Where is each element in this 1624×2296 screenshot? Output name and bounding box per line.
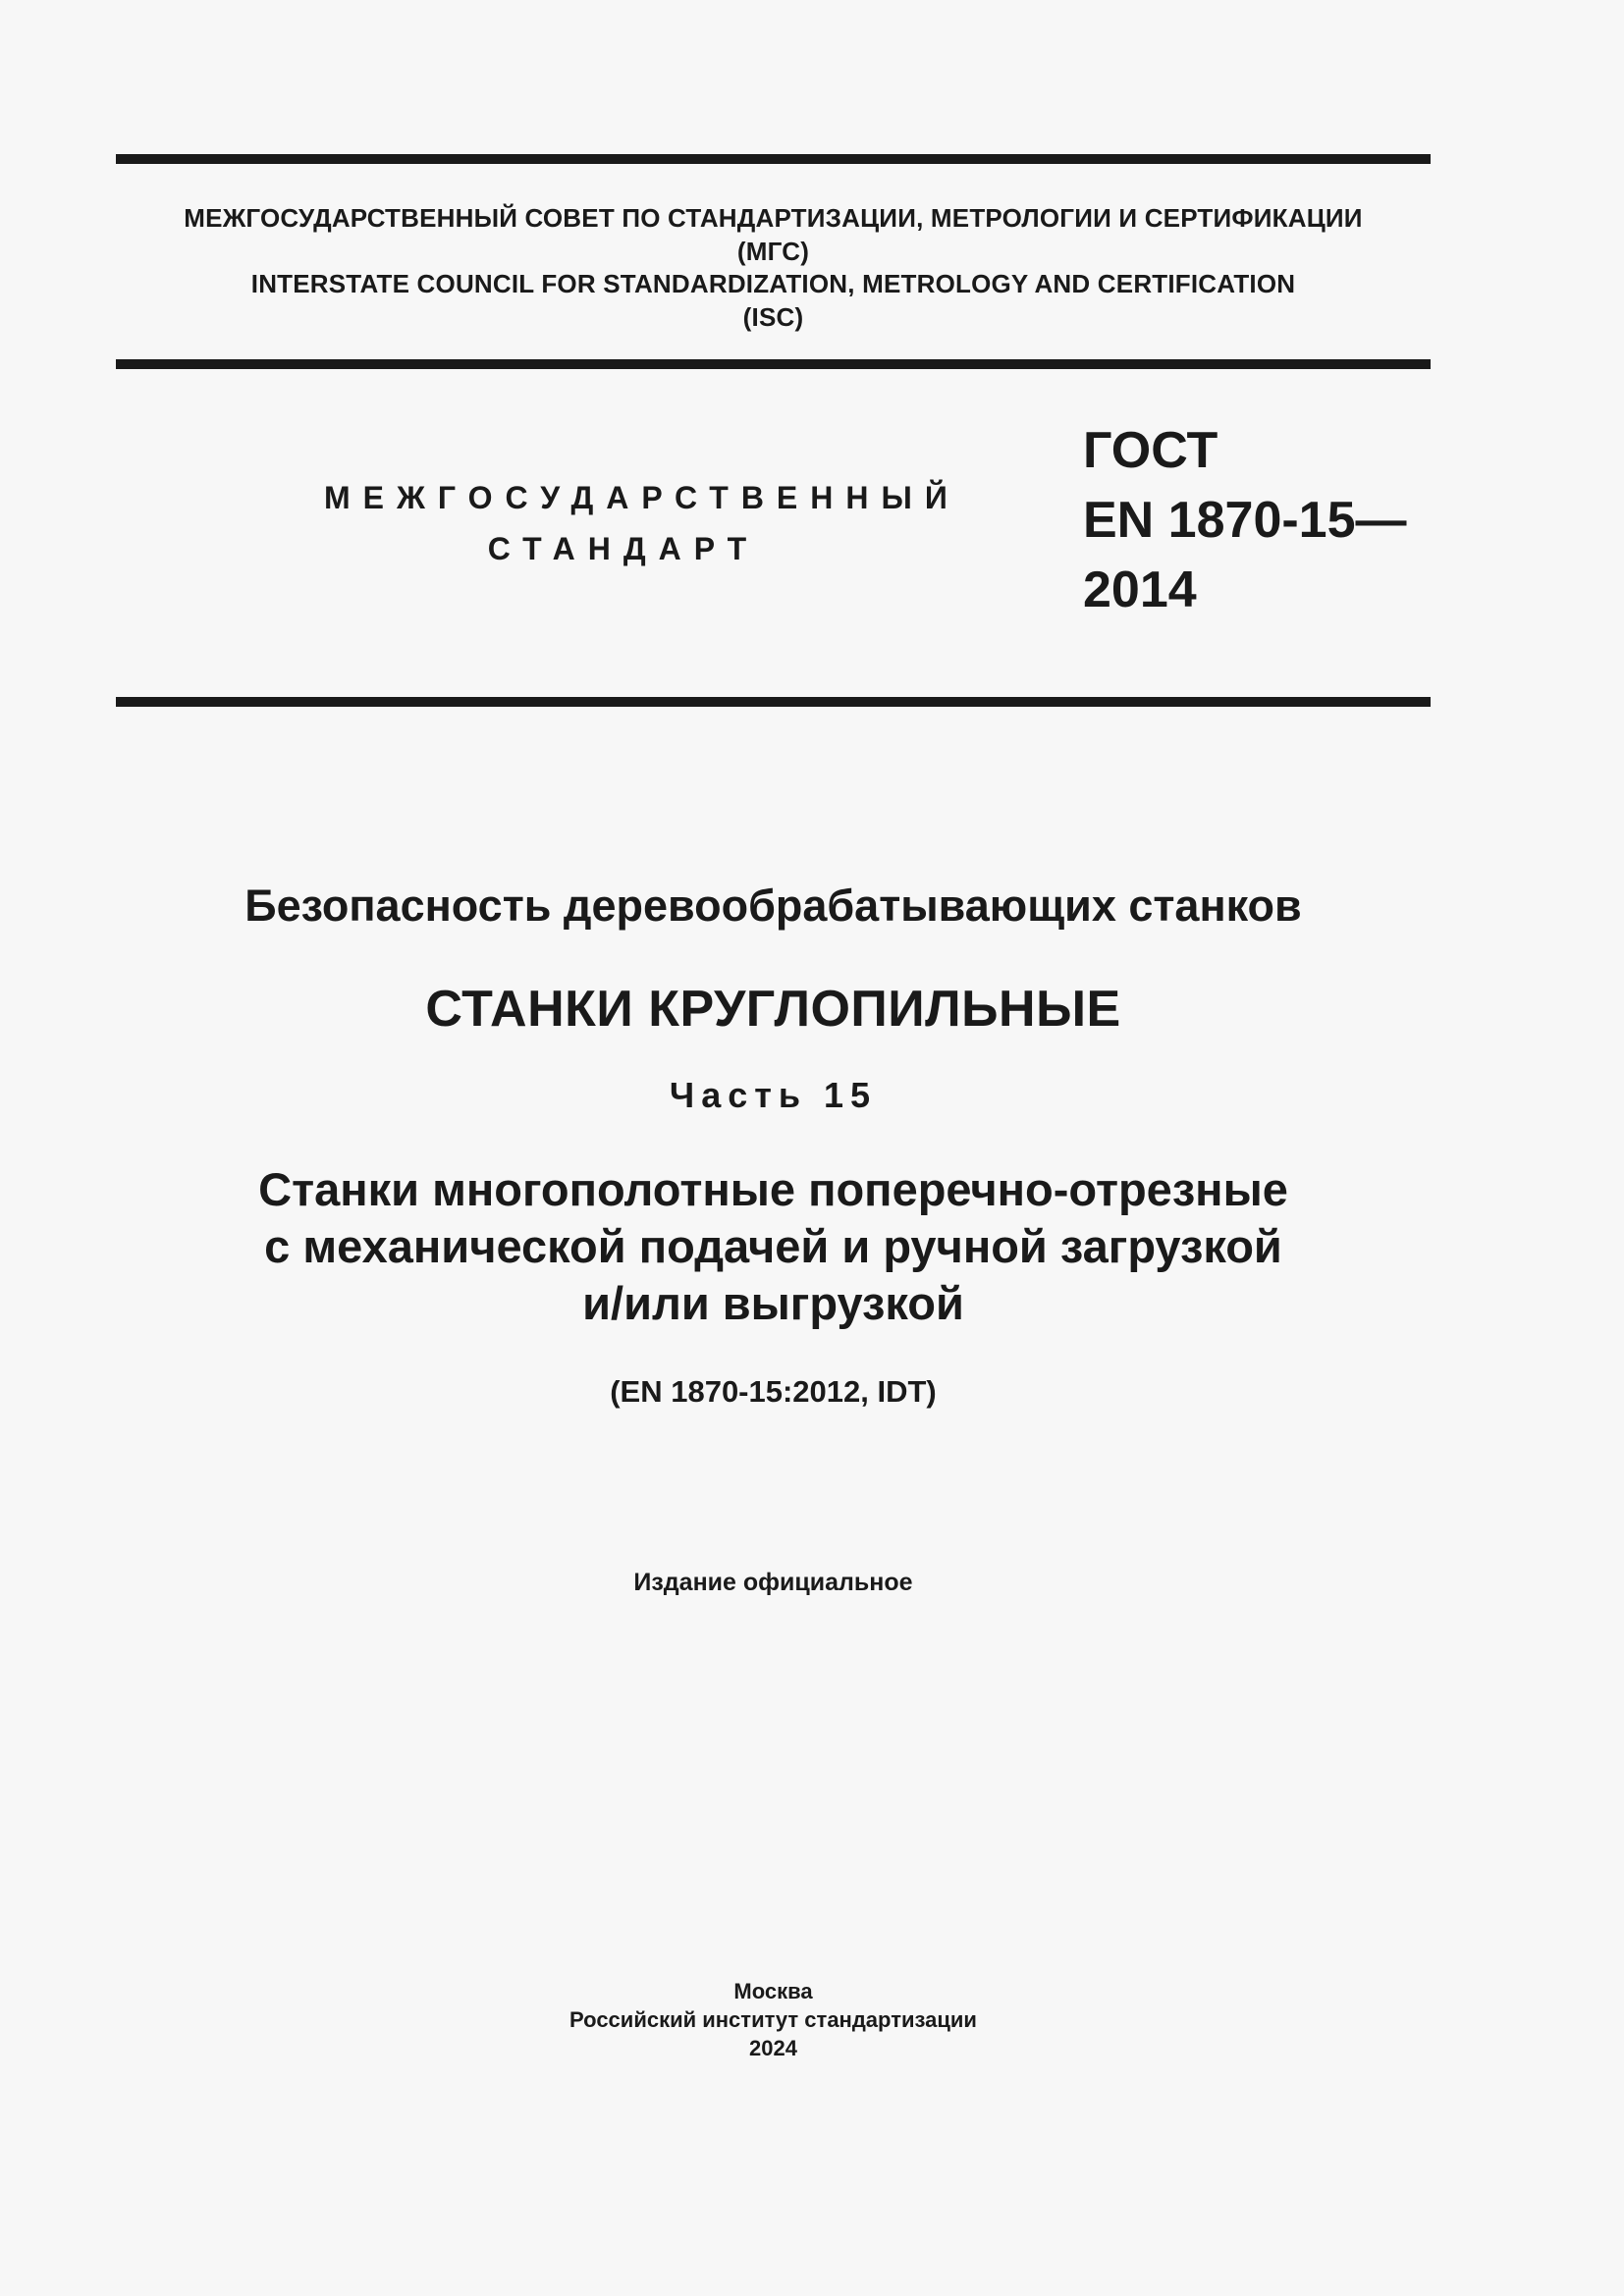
council-abbr-en: (ISC): [742, 301, 804, 332]
subtitle-line3: и/или выгрузкой: [582, 1277, 964, 1329]
part-number: Часть 15: [669, 1075, 878, 1115]
council-abbr-ru: (МГС): [736, 236, 810, 266]
safety-title: Безопасность деревообрабатывающих станков: [244, 881, 1302, 931]
standard-type-line2: СТАНДАРТ: [487, 531, 760, 566]
en-reference: (EN 1870-15:2012, IDT): [610, 1374, 937, 1409]
gost-line2: EN 1870-15—: [1083, 492, 1407, 549]
subtitle-line2: с механической подачей и ручной загрузкой: [264, 1220, 1282, 1272]
subtitle: [116, 1161, 1431, 1332]
top-rule: [116, 154, 1431, 164]
edition-label: Издание официальное: [633, 1569, 913, 1596]
designation-rule: [116, 697, 1431, 707]
council-name-en: INTERSTATE COUNCIL FOR STANDARDIZATION, METROLOGY AND CERTIFICATION: [250, 269, 1296, 298]
publisher-block: [116, 1977, 1431, 2062]
publisher-year: 2024: [749, 2036, 797, 2060]
gost-line1: ГОСТ: [1083, 422, 1218, 479]
standard-type: [324, 472, 960, 574]
main-title: СТАНКИ КРУГЛОПИЛЬНЫЕ: [425, 981, 1121, 1038]
gost-line3: 2014: [1083, 561, 1197, 618]
standard-type-line1: МЕЖГОСУДАРСТВЕННЫЙ: [324, 480, 960, 515]
council-name-ru: МЕЖГОСУДАРСТВЕННЫЙ СОВЕТ ПО СТАНДАРТИЗАЦИИ, МЕТРОЛОГИИ И СЕРТИФИКАЦИИ: [184, 203, 1363, 233]
council-header: [116, 202, 1431, 334]
gost-designation: [1083, 416, 1407, 625]
publisher-institute: Российский институт стандартизации: [569, 2007, 977, 2032]
subtitle-line1: Станки многополотные поперечно-отрезные: [258, 1163, 1288, 1215]
header-rule: [116, 359, 1431, 369]
publisher-city: Москва: [733, 1979, 813, 2003]
